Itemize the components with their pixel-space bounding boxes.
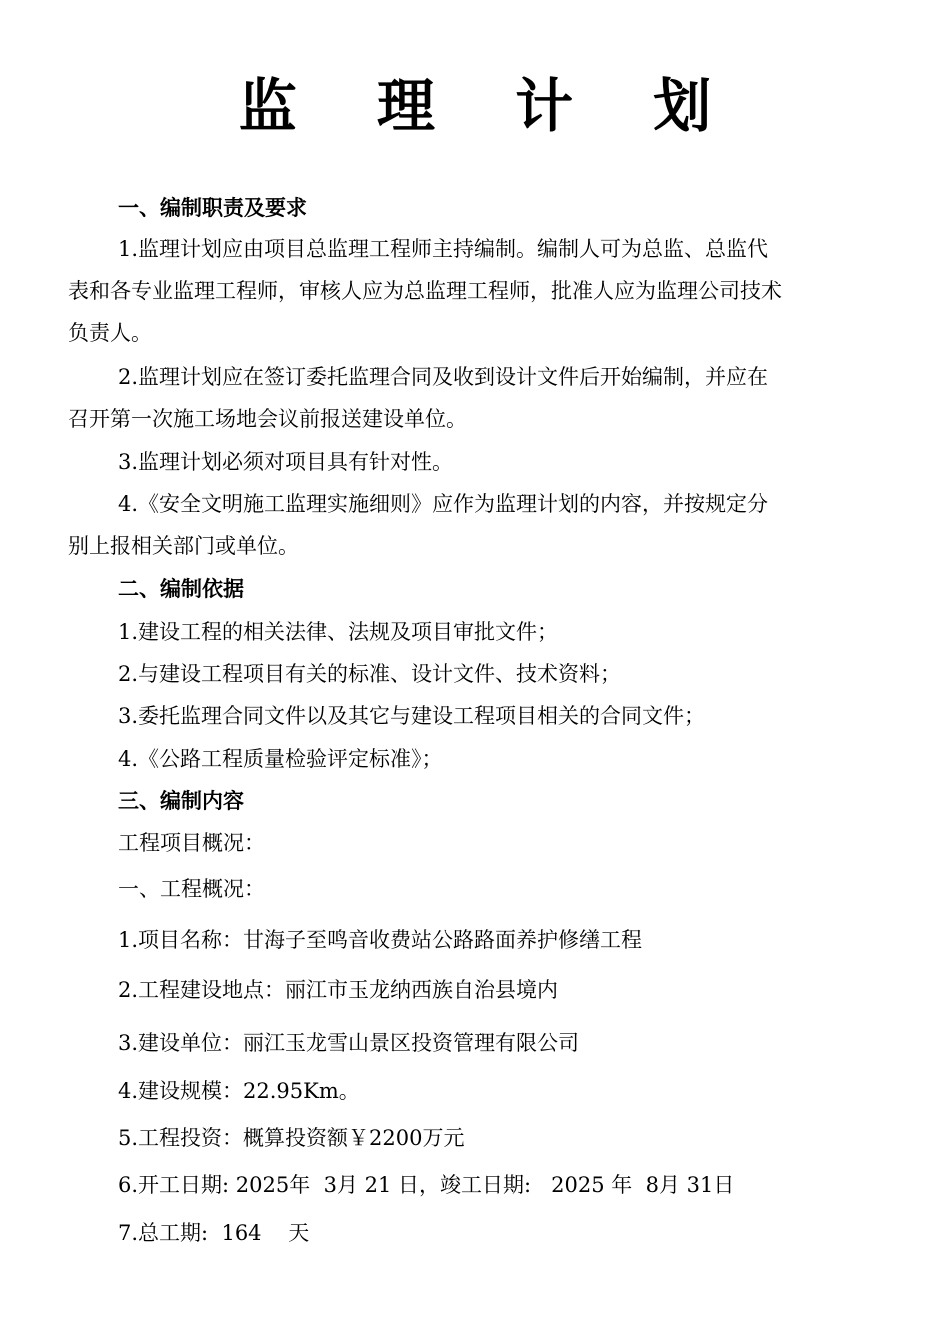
section1-p4-line2: 别上报相关部门或单位。 (68, 534, 299, 558)
section1-heading: 一、编制职责及要求 (118, 196, 307, 220)
section1-p3: 3.监理计划必须对项目具有针对性。 (118, 450, 454, 474)
section1-p4-line1: 4.《安全文明施工监理实施细则》应作为监理计划的内容，并按规定分 (118, 492, 769, 516)
project-scale: 4.建设规模：22.95Km。 (118, 1079, 360, 1103)
project-investment: 5.工程投资：概算投资额￥2200万元 (118, 1126, 465, 1150)
project-name: 1.项目名称：甘海子至鸣音收费站公路路面养护修缮工程 (118, 928, 643, 952)
section3-overview-label: 工程项目概况： (118, 831, 265, 855)
section2-item-4: 4.《公路工程质量检验评定标准》； (118, 747, 443, 771)
project-duration: 7.总工期: 164 天 (118, 1221, 310, 1245)
section2-item-1: 1.建设工程的相关法律、法规及项目审批文件； (118, 620, 559, 644)
section3-sub-heading: 一、工程概况： (118, 877, 265, 901)
project-location: 2.工程建设地点：丽江市玉龙纳西族自治县境内 (118, 978, 559, 1002)
section2-item-3: 3.委托监理合同文件以及其它与建设工程项目相关的合同文件； (118, 704, 706, 728)
section2-heading: 二、编制依据 (118, 577, 244, 601)
project-owner: 3.建设单位：丽江玉龙雪山景区投资管理有限公司 (118, 1031, 580, 1055)
section1-p2-line2: 召开第一次施工场地会议前报送建设单位。 (68, 407, 467, 431)
section3-heading: 三、编制内容 (118, 789, 244, 813)
section2-item-2: 2.与建设工程项目有关的标准、设计文件、技术资料； (118, 662, 622, 686)
section1-p2-line1: 2.监理计划应在签订委托监理合同及收到设计文件后开始编制，并应在 (118, 365, 769, 389)
project-dates: 6.开工日期: 2025年 3月 21 日，竣工日期: 2025 年 8月 31日 (118, 1173, 735, 1197)
section1-p1-line2: 表和各专业监理工程师，审核人应为总监理工程师，批准人应为监理公司技术 (68, 279, 782, 303)
section1-p1-line3: 负责人。 (68, 321, 152, 345)
section1-p1-line1: 1.监理计划应由项目总监理工程师主持编制。编制人可为总监、总监代 (118, 237, 769, 261)
document-title: 监 理 计 划 (238, 72, 742, 140)
